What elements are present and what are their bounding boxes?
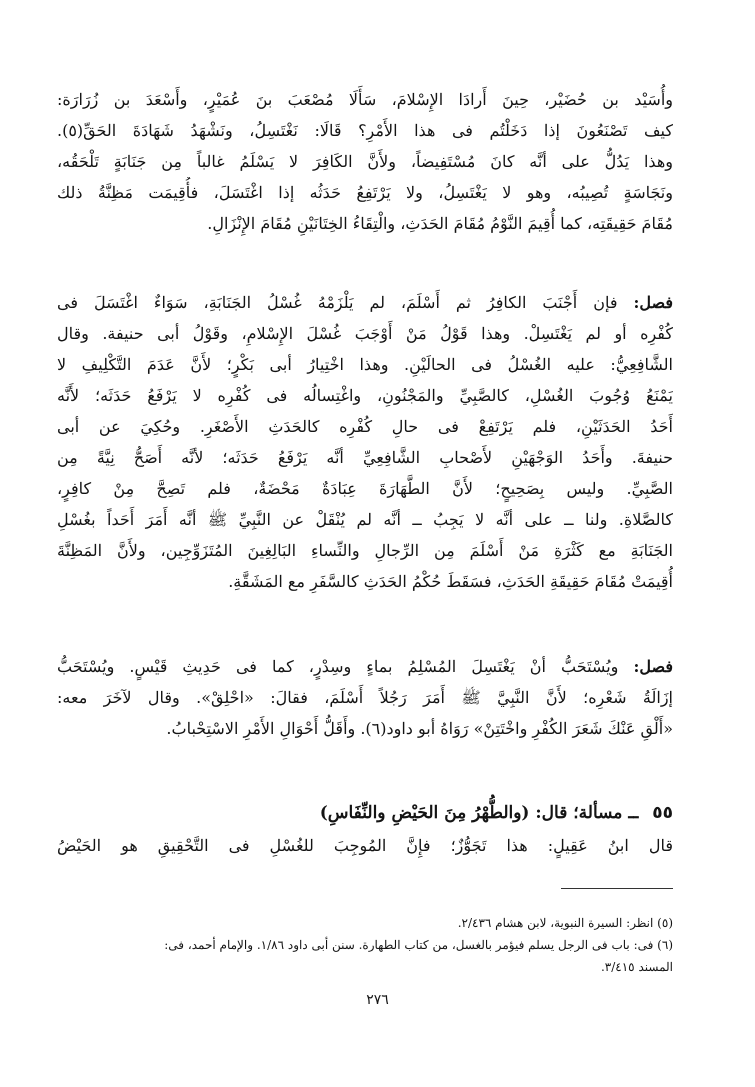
paragraph-3 bbox=[57, 651, 673, 744]
text-line: كيف تَصْنَعُونَ إذا دَخَلْتُم فى هذا الأَمْرِ؟ قَالَا: نَغْتَسِلُ، ونَشْهَدُ شَهَادَةَ الحَقِّ(٥). bbox=[57, 121, 673, 140]
text-line: أَحَدُ الحَدَثَيْنِ، فلم يَرْتَفِعْ فى حالِ كُفْرِه كالحَدَثِ الأَصْغَرِ. وحُكِيَ عن أبى bbox=[57, 417, 673, 436]
continuation-line: قال ابنُ عَقِيلٍ: هذا تَجَوُّزٌ؛ فإِنَّ المُوجِبَ للغُسْلِ فى التَّحْقِيقِ هو الحَيْضُ bbox=[57, 836, 673, 855]
text-line: الصَّبِيِّ. وليس بِصَحِيحٍ؛ لأَنَّ الطَّهَارَةَ عِبَادَةٌ مَحْضَةٌ، فلم تَصِحَّ مِنْ كافِرٍ، bbox=[57, 479, 673, 498]
text-line: الشَّافِعِيُّ: عليه الغُسْلُ فى الحالَيْنِ. وهذا اخْتِيارُ أبى بَكْرٍ؛ لأَنَّ عَدَمَ التَّكْلِيفِ لا bbox=[57, 355, 673, 374]
text-line: وأُسَيْد بن حُضَيْر، حِينَ أَرادَا الإِسْلامَ، سَأَلَا مُصْعَبَ بنَ عُمَيْرٍ، وأَسْعَدَ بن زُرَارَة: bbox=[57, 90, 673, 109]
fasl-label: فصل: bbox=[633, 657, 673, 676]
masala-quote: (والطُّهْرُ مِنَ الحَيْضِ والنِّفَاسِ) bbox=[319, 803, 530, 823]
text-line: حنيفةَ. وأَحَدُ الوَجْهَيْنِ لأَصْحابِ الشَّافِعِيِّ أنَّه يَرْفَعُ حَدَثَه؛ لأنَّه أَصَحُّ نِيَّةً مِن bbox=[57, 448, 673, 467]
page-number: ٢٧٦ bbox=[366, 992, 389, 1008]
fasl-label: فصل: bbox=[633, 293, 673, 312]
footnotes bbox=[57, 912, 673, 978]
masala-number: ٥٥ bbox=[652, 803, 673, 823]
footnote-5: (٥) انظر: السيرة النبوية، لابن هشام ٢/٤٣٦. bbox=[457, 916, 673, 930]
footnote-6-continued: المسند ٣/٤١٥. bbox=[600, 960, 673, 974]
text-line: «أَلْقِ عَنْكَ شَعَرَ الكُفْرِ واخْتَتِنْ» رَوَاهُ أبو داود(٦). وأَقَلُّ أَحْوَالِ الأَمْرِ الاسْتِحْبابُ. bbox=[166, 719, 673, 738]
text-line-rest: فإن أَجْنَبَ الكافِرُ ثم أَسْلَمَ، لم يَلْزَمْهُ غُسْلُ الجَنَابَةِ، سَوَاءٌ اغْتَسَلَ فى bbox=[57, 293, 618, 312]
text-line: أُقِيمَتْ مُقَامَ حَقِيقَةِ الحَدَثِ، فسَقَطَ حُكْمُ الحَدَثِ كالسَّفَرِ مع المَشَقَّةِ. bbox=[228, 572, 673, 591]
masala-text: مسألة؛ قال: bbox=[535, 803, 623, 823]
text-line: إزَالَةُ شَعْرِه؛ لأَنَّ النَّبِيَّ ﷺ أَمَرَ رَجُلاً أَسْلَمَ، فقالَ: «احْلِقْ». وقال لآخَرَ معه: bbox=[57, 688, 673, 707]
footnote-6: (٦) فى: باب فى الرجل يسلم فيؤمر بالغسل، من كتاب الطهارة. سنن أبى داود ١/٨٦. والإمام أحمد، فى: bbox=[164, 938, 673, 952]
masala-heading bbox=[57, 798, 673, 829]
footnote-divider bbox=[561, 888, 673, 889]
text-line: كالصَّلاةِ. ولنا ــ على أنَّه لا يَجِبُ ــ أنَّه لم يُنْقَلْ عن النَّبِيِّ ﷺ أنَّه أَمَرَ أَحَداً بغُسْلِ bbox=[57, 510, 673, 529]
masala-dash: ــ bbox=[628, 803, 639, 823]
paragraph-2 bbox=[57, 287, 673, 597]
text-line bbox=[57, 651, 673, 682]
text-line: كُفْرِه أو لم يَغْتَسِلْ. وهذا قَوْلُ مَنْ أَوْجَبَ غُسْلَ الإِسْلامِ، وقَوْلُ أبى حنيفة. وقال bbox=[57, 324, 673, 343]
text-line: مُقَامَ حَقِيقَتِه، كما أُقِيمَ النَّوْمُ مُقَامَ الحَدَثِ، والْتِقَاءُ الخِتَانَيْنِ مُقَامَ الإِنْزَالِ. bbox=[207, 214, 673, 233]
text-line: يَمْنَعُ وُجُوبَ الغُسْلِ، كالصَّبِيِّ والمَجْنُونِ، واغْتِسالُه فى كُفْرِه لا يَرْفَعُ حَدَثَه؛ لأَنَّه bbox=[57, 386, 673, 405]
paragraph-1 bbox=[57, 84, 673, 239]
text-line bbox=[57, 287, 673, 318]
text-line: الجَنَابَةِ مع كَثْرَةِ مَنْ أَسْلَمَ مِن الرِّجالِ والنِّساءِ البَالِغِينَ المُتَزَوِّجِين، ولأَنَّ المَظِنَّةَ bbox=[57, 541, 673, 560]
text-line: ونَجَاسَةٍ تُصِيبُه، وهو لا يَغْتَسِلُ، ولا يَرْتَفِعُ حَدَثُه إذا اغْتَسَلَ، فأُقِيمَت مَظِنَّةُ ذلك bbox=[57, 183, 673, 202]
text-line: وهذا يَدُلُّ على أنَّه كانَ مُسْتَفِيضاً، ولأَنَّ الكَافِرَ لا يَسْلَمُ غالباً مِن جَنَابَةٍ تَلْحَقُه، bbox=[57, 152, 673, 171]
text-line-rest: ويُسْتَحَبُّ أنْ يَغْتَسِلَ المُسْلِمُ بماءٍ وسِدْرٍ، كما فى حَدِيثِ قَيْسٍ. ويُسْتَحَبُّ bbox=[57, 657, 619, 676]
